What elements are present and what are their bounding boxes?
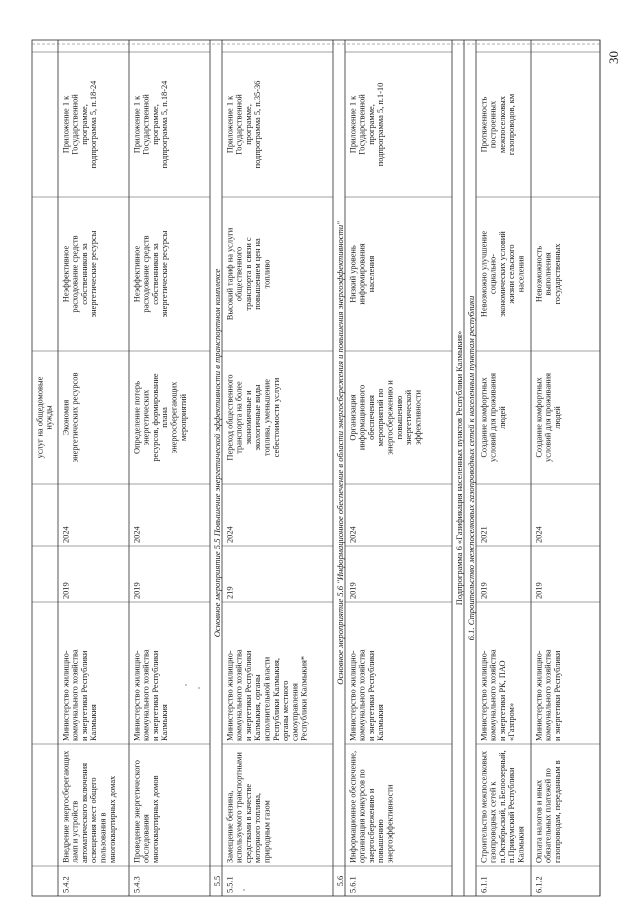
cell-num-line: 5.6.1 (348, 876, 358, 893)
cell-result-line: условий для проживания (543, 373, 553, 462)
cell-name-line: газопроводам, переданным в (552, 760, 562, 863)
cell-executor-line: «Газпром» (507, 702, 517, 741)
cell-executor-line: коммунального хозяйства (488, 649, 498, 741)
cell-executor-line: и энергетики Республики (79, 650, 89, 741)
cell-name-line: Внедрение энергосберегающих (61, 750, 71, 863)
cell-link-line: подпрограмма 5, п.18-24 (160, 80, 170, 169)
cell-executor-line: Республики Калмыкия* (299, 655, 309, 741)
cell-name-line: используемого транспортными (234, 752, 244, 863)
cell-link-line: программе, (366, 104, 376, 145)
cell-end-line: 2021 (479, 526, 489, 543)
cell-link (132, 80, 169, 169)
cell-consequences-line: экономических условий (497, 231, 507, 317)
cell-consequences-line: государственных (552, 243, 562, 305)
cell-executor-line: и энергетики Республики (366, 650, 376, 741)
cell-name-line: Строительство межпоселковых (479, 750, 489, 863)
cell-executor-line: самоуправления (290, 683, 300, 741)
cell-start (61, 582, 70, 599)
section-title (466, 296, 476, 641)
cell-executor-line: коммунального хозяйства (141, 649, 151, 741)
cell-consequences-line: Неэффективное (132, 245, 142, 303)
cell-result (225, 374, 281, 460)
cell-consequences (534, 243, 562, 305)
cell-name-line: освещения мест общего (89, 777, 99, 863)
cell-consequences-line: Низкий уровень (348, 245, 358, 303)
cell-name-line: природным газом (262, 800, 272, 863)
cell-consequences-line: информирования (357, 243, 367, 305)
cell-consequences-line: расходование средств (141, 235, 151, 313)
cell-num (534, 876, 543, 893)
cell-name-line: моторного топлива, (253, 792, 263, 863)
cell-name-line: многоквартирных домов (150, 775, 160, 863)
cell-result-line: мероприятий (178, 393, 188, 442)
cell-result-line: обеспечения (366, 395, 376, 440)
cell-result-line: ресурсов, формирование (150, 373, 160, 462)
cell-start-line: 2019 (534, 582, 544, 599)
cell-consequences-line: транспорта в связи с (243, 237, 253, 311)
cell-start-line: 2019 (479, 582, 489, 599)
cell-executor-line: и энергетики Республики (150, 650, 160, 741)
cell-consequences-line: повышением цен на (253, 238, 263, 310)
cell-executor (479, 649, 516, 741)
cell-num (225, 876, 234, 893)
cell-name-line: Замещение бензина, (225, 790, 235, 863)
cell-link-line: Государственной (141, 94, 151, 155)
cell-end (132, 525, 141, 543)
cell-link-line: Приложение 1 к (348, 95, 358, 154)
cell-name (132, 760, 160, 863)
cell-start (132, 582, 141, 599)
cell-consequences-line: Невозможность (534, 245, 544, 303)
cell-consequences-line: населения (366, 255, 376, 293)
cell-result-line: энергетической (404, 389, 414, 446)
cell-consequences-line: населения (516, 255, 526, 293)
cell-name-line: п.Октябрьский, п.Белоозерный, (497, 750, 507, 863)
cell-executor-line: Калмыкия (160, 704, 170, 741)
section-title (335, 221, 345, 685)
cell-result-line: энергетических ресурсов (70, 372, 80, 463)
cell-result-line: транспорта на более (234, 381, 244, 454)
section-number-line: 5.6 (336, 875, 346, 887)
section-number-line: 5.5 (213, 875, 223, 887)
scan-speck (243, 889, 245, 891)
cell-result (61, 373, 79, 463)
cell-result-line: экономичные и (243, 390, 253, 445)
cell-num (61, 876, 70, 893)
cell-name (479, 750, 525, 863)
cell-result (534, 373, 562, 462)
cell-result-line: себестоимости услуги (271, 377, 281, 458)
section-number (336, 876, 345, 886)
cell-link-line: построенных (488, 100, 498, 149)
cell-executor-line: Республики Калмыкия, (271, 658, 281, 741)
cell-result-line: эффективности (413, 390, 423, 445)
cell-start-line: 2019 (132, 582, 142, 599)
cell-name-line: обязательных платежей по (543, 768, 553, 863)
cell-link-line: программе, (243, 104, 253, 145)
cell-consequences-line: социально- (488, 253, 498, 295)
cell-name (225, 752, 271, 863)
cell-end (479, 526, 488, 543)
cell-executor-line: коммунального хозяйства (357, 649, 367, 741)
cell-result-line: мероприятий по (376, 388, 386, 447)
cell-result (35, 376, 53, 458)
cell-link (479, 93, 516, 155)
section-title (212, 269, 222, 638)
cell-end (225, 525, 234, 543)
cell-num-line: 5.4.3 (132, 876, 142, 893)
cell-start-line: 2019 (61, 582, 71, 599)
cell-consequences-line: жизни сельского (507, 244, 517, 304)
cell-start (534, 582, 543, 599)
cell-result (348, 380, 422, 455)
cell-executor-line: и энергетики Республики (552, 650, 562, 741)
cell-result-line: Создание комфортных (534, 377, 544, 458)
cell-name-line: Оплата налогов и иных (534, 779, 544, 863)
cell-result-line: топлива, уменьшение (262, 379, 272, 456)
cell-name-line: п.Прикумский Республики (507, 767, 517, 863)
cell-end-line: 2024 (348, 526, 358, 543)
cell-executor-line: и энергетики РК, ПАО (497, 660, 507, 741)
cell-link-line: программе, (150, 104, 160, 145)
cell-consequences-line: выполнения (543, 252, 553, 296)
section-title-line: Основное мероприятие 5.6 "Информационное обеспечение в области энергосбережения и повышения энергоэффективности" (335, 221, 346, 685)
section-title-line: 6.1. Строительство межпоселковых газопроводных сетей к населенным пунктам республики (466, 295, 477, 641)
cell-result-line: информационного (357, 384, 367, 451)
cell-name-line: организация конкурсов по (357, 769, 367, 863)
cell-consequences (61, 230, 98, 317)
cell-consequences-line: Высокий тариф на услуги (225, 227, 235, 321)
cell-link-line: Государственной (234, 94, 244, 155)
cell-end-line: 2024 (132, 526, 142, 543)
section-title (455, 331, 464, 605)
cell-result-line: энергосбережению и (385, 380, 395, 455)
cell-executor (132, 649, 169, 741)
cell-start (479, 582, 488, 599)
cell-result (479, 373, 507, 462)
cell-name-line: пользования в (98, 812, 108, 863)
cell-link-line: подпрограмма 5, п.1-10 (376, 82, 386, 167)
cell-name (348, 751, 394, 863)
cell-link-line: Приложение 1 к (225, 95, 235, 154)
cell-end-line: 2024 (534, 526, 544, 543)
cell-link-line: подпрограмма 5, п.18-24 (89, 80, 99, 169)
scan-speck (185, 684, 187, 686)
cell-consequences (225, 227, 271, 320)
cell-executor-line: коммунального хозяйства (543, 649, 553, 741)
cell-executor-line: Калмыкия, органы (253, 674, 263, 741)
cell-num (479, 876, 488, 893)
cell-link-line: программе, (79, 104, 89, 145)
cell-executor-line: исполнительной власти (262, 656, 272, 741)
cell-start (225, 586, 234, 599)
cell-result-line: энергетических (141, 389, 151, 446)
cell-result-line: экологичные виды (253, 384, 263, 451)
cell-link (61, 80, 98, 169)
cell-result-line: энергосберегающих (169, 381, 179, 454)
cell-result-line: плана (160, 407, 170, 428)
cell-result-line: услуг на общедомовые (35, 376, 45, 459)
cell-name-line: автоматического включения (79, 762, 89, 863)
cell-result-line: Создание комфортных (479, 377, 489, 458)
cell-start (348, 582, 357, 599)
cell-name-line: ламп и устройств (70, 800, 80, 863)
cell-consequences (348, 243, 376, 304)
cell-executor-line: Министерство жилищно- (534, 650, 544, 741)
cell-consequences-line: Невозможно улучшение (479, 230, 489, 318)
cell-executor-line: и энергетики Республики (243, 650, 253, 741)
cell-result-line: Экономия (61, 399, 71, 436)
cell-result-line: нужды (44, 405, 54, 430)
cell-name-line: обследования (141, 814, 151, 863)
cell-consequences-line: собственников за (150, 243, 160, 305)
cell-end-line: 2024 (61, 526, 71, 543)
cell-end-line: 2024 (225, 526, 235, 543)
cell-result-line: Организация (348, 394, 358, 441)
cell-executor-line: органы местного (281, 680, 291, 741)
cell-link-line: подпрограмма 5, п.35-36 (253, 80, 263, 169)
cell-num-line: 6.1.2 (534, 876, 544, 893)
cell-link-line: Приложение 1 к (132, 95, 142, 154)
cell-name (534, 760, 562, 863)
cell-result-line: Определение потерь (132, 381, 142, 454)
cell-name-line: энергосбережению и (366, 788, 376, 863)
section-title-line: Подпрограмма 6 «Газификация населенных пунктов Республики Калмыкия» (455, 330, 465, 606)
cell-executor-line: Министерство жилищно- (479, 650, 489, 741)
cell-result-line: Переход общественного (225, 374, 235, 461)
cell-link-line: межпоселковых (497, 96, 507, 153)
cell-name-line: Калмыкия (516, 826, 526, 863)
cell-executor-line: Министерство жилищно- (348, 650, 358, 741)
cell-link-line: Протяженность (479, 96, 489, 153)
cell-consequences-line: собственников за (79, 243, 89, 305)
cell-num-line: 5.4.2 (61, 876, 71, 893)
cell-result-line: людей (497, 406, 507, 429)
cell-name-line: Проведение энергетического (132, 760, 142, 863)
cell-name-line: многоквартирных домах (107, 775, 117, 863)
cell-executor (61, 649, 98, 741)
cell-name-line: газопроводных сетей к (488, 781, 498, 863)
cell-name-line: Информационное обеспечение, (348, 750, 358, 863)
cell-name (61, 750, 117, 863)
cell-num-line: 6.1.1 (479, 876, 489, 893)
section-title-line: Основное мероприятие 5.5 Повышение энергетической эффективности в транспортном комплексе (212, 268, 223, 638)
section-number (213, 876, 222, 886)
cell-executor-line: Министерство жилищно- (225, 650, 235, 741)
scan-speck (198, 687, 200, 689)
cell-name-line: средствами в качестве (243, 783, 253, 863)
cell-consequences (479, 231, 525, 317)
cell-num (132, 876, 141, 893)
cell-result-line: условий для проживания (488, 373, 498, 462)
cell-link-line: Приложение 1 к (61, 95, 71, 154)
cell-executor-line: Калмыкия (89, 704, 99, 741)
cell-result-line: людей (552, 406, 562, 429)
cell-consequences-line: Неэффективное (61, 245, 71, 303)
cell-name-line: энергоэффективности (385, 784, 395, 863)
cell-executor (534, 649, 562, 741)
cell-executor-line: коммунального хозяйства (234, 649, 244, 741)
cell-link-line: газопроводов, км (507, 93, 517, 156)
cell-num-line: 5.5.1 (225, 876, 235, 893)
cell-executor-line: Калмыкия (376, 704, 386, 741)
cell-link-line: Государственной (357, 94, 367, 155)
cell-end (534, 525, 543, 543)
cell-executor (348, 649, 385, 741)
cell-executor-line: коммунального хозяйства (70, 649, 80, 741)
cell-executor-line: Министерство жилищно- (132, 650, 142, 741)
cell-link (225, 81, 262, 169)
cell-name-line: повышению (376, 819, 386, 863)
cell-executor-line: Министерство жилищно- (61, 650, 71, 741)
cell-link (348, 83, 385, 167)
cell-executor (225, 649, 308, 741)
cell-start-line: 2019 (348, 582, 358, 599)
cell-consequences-line: расходование средств (70, 235, 80, 313)
cell-consequences-line: энергетические ресурсы (89, 230, 99, 318)
cell-end (348, 525, 357, 543)
cell-result (132, 373, 188, 461)
cell-end (61, 525, 70, 543)
cell-start-line: 219 (225, 586, 235, 599)
cell-consequences-line: общественного (234, 246, 244, 302)
cell-consequences-line: энергетические ресурсы (160, 230, 170, 318)
cell-consequences-line: топливо (262, 259, 272, 289)
cell-link-line: Государственной (70, 94, 80, 155)
cell-num (348, 876, 357, 893)
page-number: 30 (606, 51, 621, 64)
cell-consequences (132, 230, 169, 317)
cell-result-line: повышению (394, 395, 404, 440)
